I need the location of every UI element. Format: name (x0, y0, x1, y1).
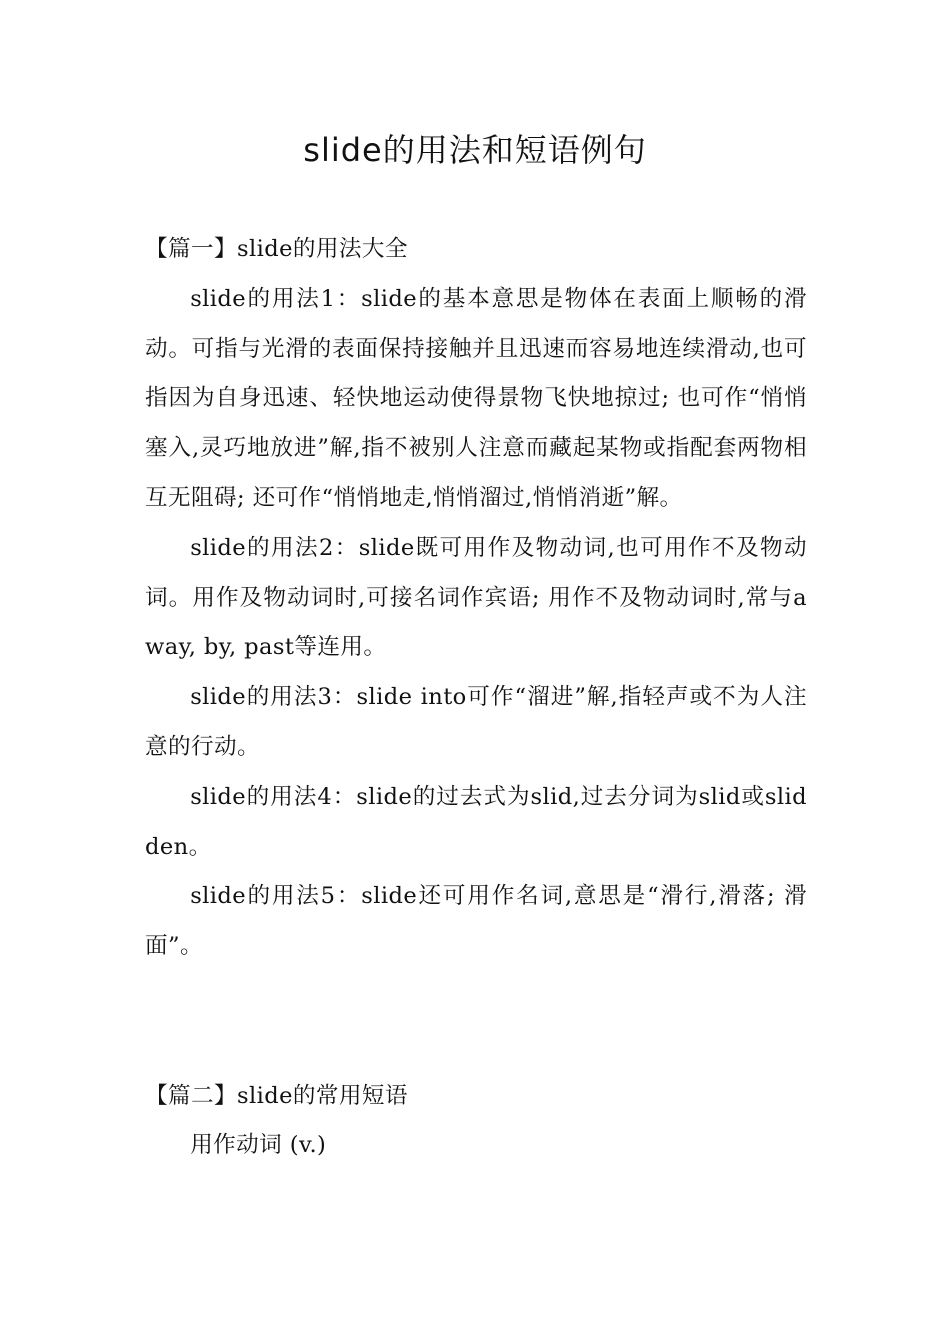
page-title: slide的用法和短语例句 (303, 131, 647, 169)
usage-paragraph-3: slide的用法3：slide into可作“溜进”解,指轻声或不为人注意的行动。 (145, 684, 807, 760)
section-two-heading: 【篇二】slide的常用短语 (145, 1082, 408, 1109)
usage-paragraph-5: slide的用法5：slide还可用作名词,意思是“滑行,滑落; 滑面”。 (145, 883, 807, 960)
phrase-category-label: 用作动词 (v.) (190, 1132, 327, 1159)
usage-paragraph-2: slide的用法2：slide既可用作及物动词,也可用作不及物动词。用作及物动词时,可接名词作宾语; 用作不及物动词时,常与away, by, past等连用。 (145, 534, 807, 661)
usage-paragraph-4: slide的用法4：slide的过去式为slid,过去分词为slid或slidden。 (145, 783, 807, 860)
section-spacer (145, 972, 807, 1072)
document-body (145, 225, 807, 1171)
section-one-heading: 【篇一】slide的用法大全 (145, 236, 408, 262)
usage-paragraph-1: slide的用法1：slide的基本意思是物体在表面上顺畅的滑动。可指与光滑的表面保持接触并且迅速而容易地连续滑动,也可指因为自身迅速、轻快地运动使得景物飞快地掠过; 也可作“悄悄塞入,灵巧地放进”解,指不被别人注意而藏起某物或指配套两物相互无阻碍; 还可作“悄悄地走,悄悄溜过,悄悄消逝”解。 (145, 285, 808, 511)
